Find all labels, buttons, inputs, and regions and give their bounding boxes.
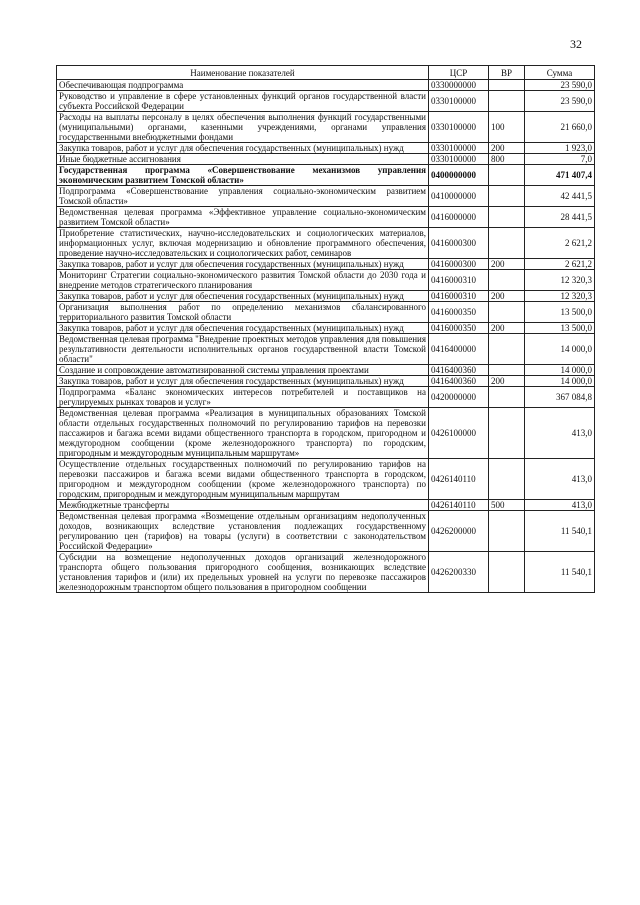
row-sum: 14 000,0 xyxy=(525,365,595,376)
row-vr xyxy=(489,365,525,376)
row-name: Руководство и управление в сфере установленных функций органов государственной власти субъекта Российской Федерации xyxy=(57,91,429,112)
row-name: Расходы на выплаты персоналу в целях обеспечения выполнения функций государственными (муниципальными) органами, казенными учреждениями, органами управления государственными внебюджетными фондами xyxy=(57,112,429,143)
row-sum: 413,0 xyxy=(525,459,595,500)
row-name: Ведомственная целевая программа "Внедрение проектных методов управления для повышения результативности деятельности исполнительных органов государственной власти Томской области" xyxy=(57,334,429,365)
row-vr: 200 xyxy=(489,323,525,334)
row-vr xyxy=(489,91,525,112)
row-sum: 471 407,4 xyxy=(525,165,595,186)
row-csr: 0330100000 xyxy=(429,91,489,112)
table-row xyxy=(57,365,595,376)
table-row xyxy=(57,334,595,365)
row-vr xyxy=(489,408,525,459)
row-sum: 2 621,2 xyxy=(525,228,595,259)
row-sum: 7,0 xyxy=(525,154,595,165)
row-sum: 23 590,0 xyxy=(525,80,595,91)
row-name: Закупка товаров, работ и услуг для обеспечения государственных (муниципальных) нужд xyxy=(57,143,429,154)
row-sum: 21 660,0 xyxy=(525,112,595,143)
table-row xyxy=(57,259,595,270)
row-csr: 0416000310 xyxy=(429,270,489,291)
row-sum: 2 621,2 xyxy=(525,259,595,270)
row-name: Закупка товаров, работ и услуг для обеспечения государственных (муниципальных) нужд xyxy=(57,259,429,270)
table-row xyxy=(57,291,595,302)
row-vr xyxy=(489,80,525,91)
row-name: Ведомственная целевая программа «Возмещение отдельным организациям недополученных доходов, возникающих вследствие установления подлежащих государственному регулированию цен (тарифов) на товары (услуги) в соответствии с законодательством Российской Федерации» xyxy=(57,511,429,552)
row-name: Ведомственная целевая программа «Эффективное управление социально-экономическим развитием Томской области» xyxy=(57,207,429,228)
table-row xyxy=(57,552,595,593)
row-csr: 0426100000 xyxy=(429,408,489,459)
row-vr xyxy=(489,165,525,186)
budget-table xyxy=(56,65,595,593)
table-row xyxy=(57,186,595,207)
row-vr xyxy=(489,552,525,593)
page-number: 32 xyxy=(570,37,582,51)
row-vr: 200 xyxy=(489,376,525,387)
table-row xyxy=(57,511,595,552)
row-sum: 28 441,5 xyxy=(525,207,595,228)
header-vr: ВР xyxy=(489,66,525,80)
row-vr: 500 xyxy=(489,500,525,511)
row-sum: 13 500,0 xyxy=(525,302,595,323)
row-sum: 367 084,8 xyxy=(525,387,595,408)
row-vr: 800 xyxy=(489,154,525,165)
table-row xyxy=(57,228,595,259)
row-name: Субсидии на возмещение недополученных доходов организаций железнодорожного транспорта общего пользования пригородного сообщения, возникающих вследствие установления тарифов и (или) их предельных уровней на услуги по перевозке пассажиров железнодорожным транспортом общего пользования в пригородном сообщении xyxy=(57,552,429,593)
row-name: Создание и сопровождение автоматизированной системы управления проектами xyxy=(57,365,429,376)
row-sum: 12 320,3 xyxy=(525,270,595,291)
row-sum: 12 320,3 xyxy=(525,291,595,302)
table-row xyxy=(57,91,595,112)
row-vr xyxy=(489,511,525,552)
row-sum: 11 540,1 xyxy=(525,552,595,593)
row-vr xyxy=(489,270,525,291)
row-vr: 100 xyxy=(489,112,525,143)
table-row xyxy=(57,500,595,511)
row-csr: 0416400360 xyxy=(429,376,489,387)
row-sum: 14 000,0 xyxy=(525,334,595,365)
row-csr: 0330100000 xyxy=(429,154,489,165)
row-vr xyxy=(489,302,525,323)
row-csr: 0426140110 xyxy=(429,500,489,511)
table-row xyxy=(57,376,595,387)
row-sum: 11 540,1 xyxy=(525,511,595,552)
row-csr: 0416400000 xyxy=(429,334,489,365)
table-row xyxy=(57,459,595,500)
row-vr xyxy=(489,207,525,228)
row-vr: 200 xyxy=(489,259,525,270)
row-sum: 413,0 xyxy=(525,408,595,459)
row-name: Приобретение статистических, научно-исследовательских и социологических материалов, информационных услуг, включая модернизацию и обновление программного обеспечения, проведение научно-исследовательских и социологических работ, семинаров xyxy=(57,228,429,259)
row-vr: 200 xyxy=(489,291,525,302)
row-sum: 1 923,0 xyxy=(525,143,595,154)
header-csr: ЦСР xyxy=(429,66,489,80)
row-csr: 0416400360 xyxy=(429,365,489,376)
table-row xyxy=(57,302,595,323)
row-name: Закупка товаров, работ и услуг для обеспечения государственных (муниципальных) нужд xyxy=(57,291,429,302)
row-csr: 0416000350 xyxy=(429,302,489,323)
table-row xyxy=(57,143,595,154)
row-csr: 0330100000 xyxy=(429,112,489,143)
row-sum: 42 441,5 xyxy=(525,186,595,207)
row-csr: 0416000350 xyxy=(429,323,489,334)
row-vr xyxy=(489,387,525,408)
table-row xyxy=(57,112,595,143)
row-sum: 413,0 xyxy=(525,500,595,511)
row-sum: 13 500,0 xyxy=(525,323,595,334)
row-name: Подпрограмма «Баланс экономических интересов потребителей и поставщиков на регулируемых рынках товаров и услуг» xyxy=(57,387,429,408)
row-csr: 0426200000 xyxy=(429,511,489,552)
row-csr: 0420000000 xyxy=(429,387,489,408)
row-name: Межбюджетные трансферты xyxy=(57,500,429,511)
row-name: Государственная программа «Совершенствование механизмов управления экономическим развитием Томской области» xyxy=(57,165,429,186)
row-sum: 23 590,0 xyxy=(525,91,595,112)
row-name: Закупка товаров, работ и услуг для обеспечения государственных (муниципальных) нужд xyxy=(57,323,429,334)
row-vr xyxy=(489,228,525,259)
row-vr xyxy=(489,334,525,365)
row-csr: 0416000300 xyxy=(429,228,489,259)
row-csr: 0330000000 xyxy=(429,80,489,91)
table-row xyxy=(57,80,595,91)
table-row xyxy=(57,207,595,228)
table-row xyxy=(57,408,595,459)
row-csr: 0410000000 xyxy=(429,186,489,207)
row-name: Подпрограмма «Совершенствование управления социально-экономическим развитием Томской области» xyxy=(57,186,429,207)
table-row xyxy=(57,154,595,165)
row-csr: 0416000300 xyxy=(429,259,489,270)
row-vr xyxy=(489,459,525,500)
row-name: Организация выполнения работ по определению механизмов сбалансированного территориального развития Томской области xyxy=(57,302,429,323)
table-row xyxy=(57,165,595,186)
row-csr: 0400000000 xyxy=(429,165,489,186)
table-header-row xyxy=(57,66,595,80)
row-name: Иные бюджетные ассигнования xyxy=(57,154,429,165)
table-row xyxy=(57,387,595,408)
row-csr: 0426200330 xyxy=(429,552,489,593)
row-name: Ведомственная целевая программа «Реализация в муниципальных образованиях Томской области отдельных государственных полномочий по регулированию тарифов на перевозки пассажиров и багажа всеми видами общественного транспорта в городском, пригородном и междугородном сообщении (кроме железнодорожного транспорта) по городским, пригородным и междугородным муниципальным маршрутам» xyxy=(57,408,429,459)
row-name: Мониторинг Стратегии социально-экономического развития Томской области до 2030 года и внедрение методов стратегического планирования xyxy=(57,270,429,291)
row-vr: 200 xyxy=(489,143,525,154)
header-name: Наименование показателей xyxy=(57,66,429,80)
row-csr: 0416000310 xyxy=(429,291,489,302)
table-row xyxy=(57,270,595,291)
row-name: Закупка товаров, работ и услуг для обеспечения государственных (муниципальных) нужд xyxy=(57,376,429,387)
row-csr: 0426140110 xyxy=(429,459,489,500)
row-sum: 14 000,0 xyxy=(525,376,595,387)
row-name: Осуществление отдельных государственных полномочий по регулированию тарифов на перевозки пассажиров и багажа всеми видами общественного транспорта в городском, пригородном и междугородном сообщении (кроме железнодорожного транспорта) по городским, пригородным и междугородным муниципальным маршрутам xyxy=(57,459,429,500)
row-csr: 0330100000 xyxy=(429,143,489,154)
table-row xyxy=(57,323,595,334)
header-sum: Сумма xyxy=(525,66,595,80)
row-vr xyxy=(489,186,525,207)
row-name: Обеспечивающая подпрограмма xyxy=(57,80,429,91)
row-csr: 0416000000 xyxy=(429,207,489,228)
